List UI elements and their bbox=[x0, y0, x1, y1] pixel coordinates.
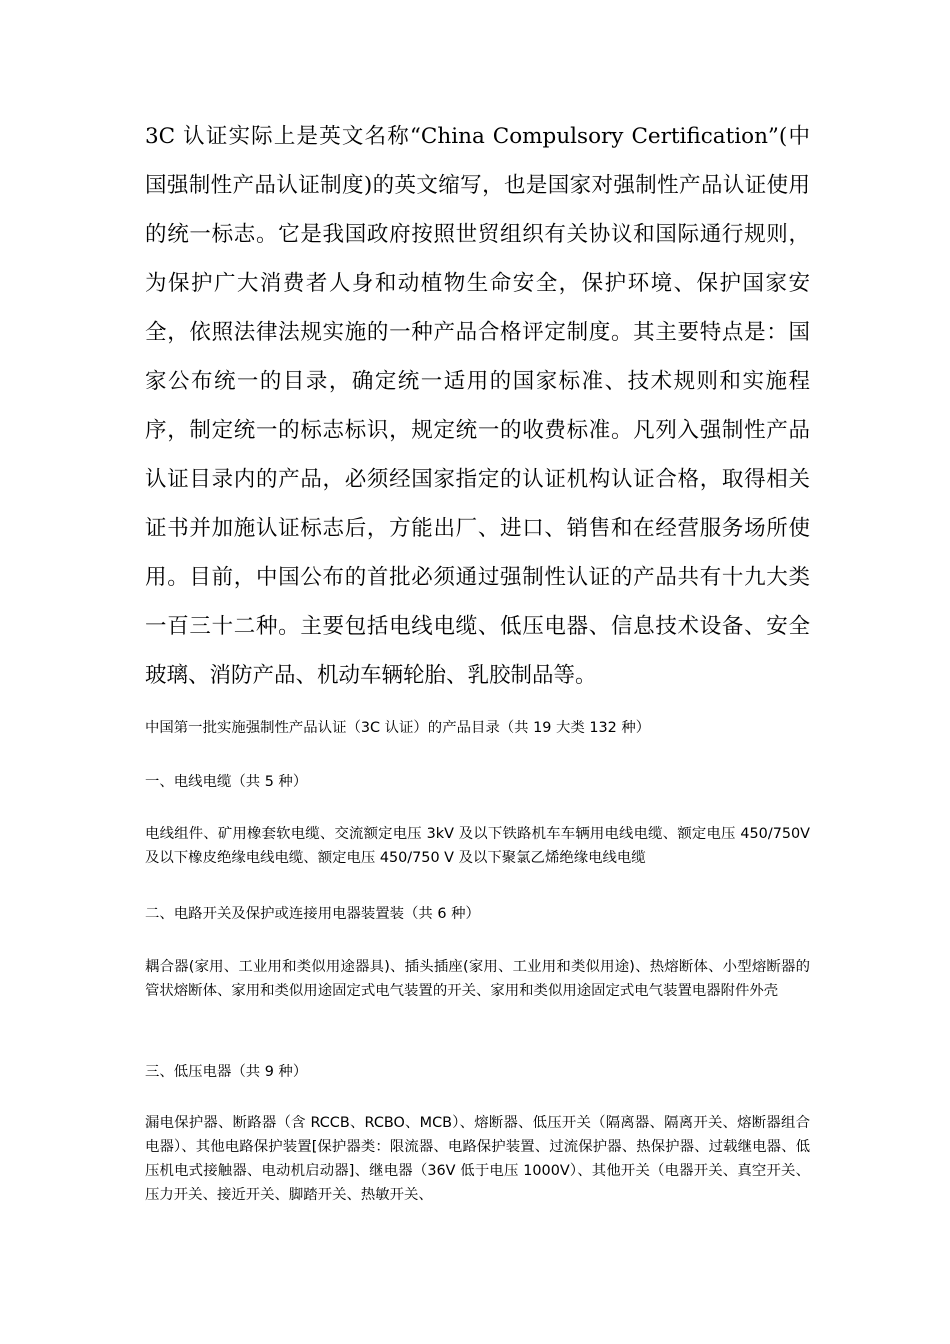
section-body-low-voltage: 漏电保护器、断路器（含 RCCB、RCBO、MCB）、熔断器、低压开关（隔离器、隔离开关、熔断器组合电器）、其他电路保护装置[保护器类：限流器、电路保护装置、过流保护器、热保护器、过载继电器、低压机电式接触器、电动机启动器]、继电器（36V 低于电压 1000V）、其他开关（电器开关、真空开关、压力开关、接近开关、脚踏开关、热敏开关、 bbox=[145, 1115, 810, 1203]
section-heading-low-voltage: 三、低压电器（共 9 种） bbox=[145, 1064, 308, 1080]
section-body-wires-cables: 电线组件、矿用橡套软电缆、交流额定电压 3kV 及以下铁路机车车辆用电线电缆、额定电压 450/750V 及以下橡皮绝缘电线电缆、额定电压 450/750 V 及以下聚氯乙烯绝缘电线电缆 bbox=[145, 826, 810, 866]
section-body-switches-protection: 耦合器(家用、工业用和类似用途器具)、插头插座(家用、工业用和类似用途)、热熔断体、小型熔断器的管状熔断体、家用和类似用途固定式电气装置的开关、家用和类似用途固定式电气装置电器附件外壳 bbox=[145, 959, 810, 999]
section-heading-wires-cables: 一、电线电缆（共 5 种） bbox=[145, 774, 308, 790]
intro-paragraph: 3C 认证实际上是英文名称“China Compulsory Certification”(中国强制性产品认证制度)的英文缩写，也是国家对强制性产品认证使用的统一标志。它是我国政府按照世贸组织有关协议和国际通行规则，为保护广大消费者人身和动植物生命安全，保护环境、保护国家安全，依照法律法规实施的一种产品合格评定制度。其主要特点是：国家公布统一的目录，确定统一适用的国家标准、技术规则和实施程序，制定统一的标志标识，规定统一的收费标准。凡列入强制性产品认证目录内的产品，必须经国家指定的认证机构认证合格，取得相关证书并加施认证标志后，方能出厂、进口、销售和在经营服务场所使用。目前，中国公布的首批必须通过强制性认证的产品共有十九大类一百三十二种。主要包括电线电缆、低压电器、信息技术设备、安全玻璃、消防产品、机动车辆轮胎、乳胶制品等。 bbox=[145, 124, 810, 688]
section-heading-switches-protection: 二、电路开关及保护或连接用电器装置装（共 6 种） bbox=[145, 906, 480, 922]
catalog-title: 中国第一批实施强制性产品认证（3C 认证）的产品目录（共 19 大类 132 种） bbox=[145, 720, 651, 736]
